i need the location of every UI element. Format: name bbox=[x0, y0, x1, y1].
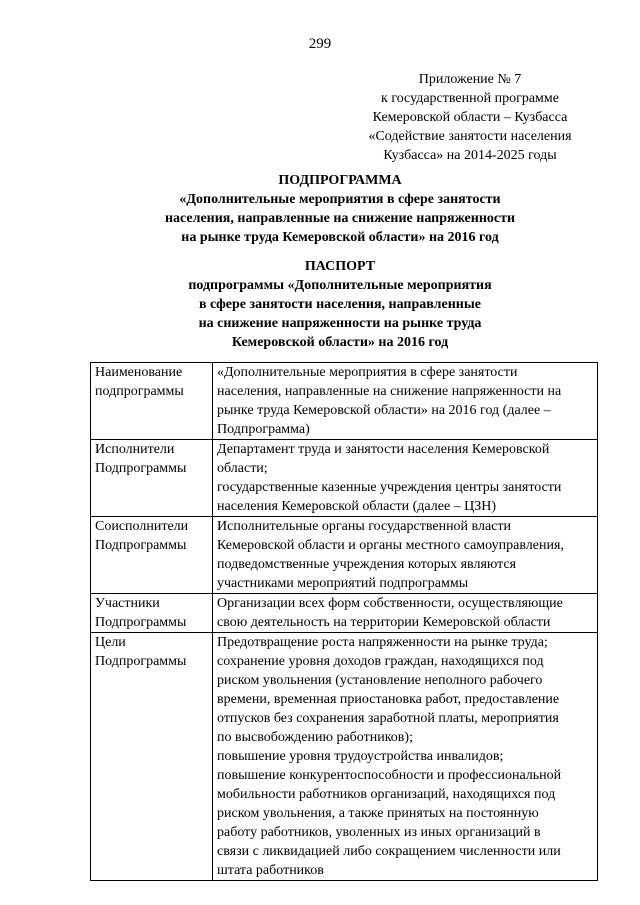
passport-heading bbox=[0, 257, 640, 352]
row-label-cell bbox=[91, 633, 213, 881]
row-label-line: подпрограммы bbox=[95, 384, 184, 399]
row-value-cell bbox=[213, 440, 598, 517]
row-value-line: Исполнительные органы государственной власти bbox=[217, 519, 511, 534]
subprogram-title: ПОДПРОГРАММА bbox=[278, 173, 402, 188]
row-value-line: государственные казенные учреждения центры занятости bbox=[217, 480, 562, 495]
row-value-line: сохранение уровня доходов граждан, находящихся под bbox=[217, 654, 544, 669]
row-value-line: Подпрограмма) bbox=[217, 422, 310, 437]
table-row bbox=[91, 594, 598, 633]
subprogram-name-line: «Дополнительные мероприятия в сфере занятости bbox=[179, 192, 501, 207]
appendix-line: Кузбасса» на 2014-2025 годы bbox=[383, 148, 557, 163]
row-value-line: связи с ликвидацией либо сокращением численности или bbox=[217, 844, 561, 859]
passport-subtitle-line: подпрограммы «Дополнительные мероприятия bbox=[188, 278, 492, 293]
subprogram-name-line: населения, направленные на снижение напряженности bbox=[164, 211, 516, 226]
passport-subtitle-line: Кемеровской области» на 2016 год bbox=[231, 335, 449, 350]
passport-table bbox=[90, 362, 598, 881]
row-value-cell bbox=[213, 594, 598, 633]
subprogram-heading bbox=[0, 171, 640, 247]
row-value-line: населения, направленные на снижение напряженности на bbox=[217, 384, 562, 399]
row-value-line: Предотвращение роста напряженности на рынке труда; bbox=[217, 635, 548, 650]
appendix-note bbox=[355, 70, 585, 165]
row-label-line: Подпрограммы bbox=[95, 461, 187, 476]
row-value-line: Кемеровской области и органы местного самоуправления, bbox=[217, 538, 564, 553]
row-value-cell bbox=[213, 363, 598, 440]
row-label-cell bbox=[91, 363, 213, 440]
row-label-cell bbox=[91, 440, 213, 517]
appendix-line: к государственной программе bbox=[381, 91, 559, 106]
row-value-line: области; bbox=[217, 461, 268, 476]
row-value-line: Департамент труда и занятости населения Кемеровской bbox=[217, 442, 550, 457]
row-value-line: риском увольнения, а также принятых на постоянную bbox=[217, 806, 539, 821]
row-label-line: Наименование bbox=[95, 365, 183, 380]
passport-subtitle-line: на снижение напряженности на рынке труда bbox=[198, 316, 482, 331]
row-value-line: времени, временная приостановка работ, предоставление bbox=[217, 692, 560, 707]
row-label-line: Соисполнители bbox=[95, 519, 189, 534]
row-value-line: участниками мероприятий подпрограммы bbox=[217, 576, 469, 591]
table-row bbox=[91, 517, 598, 594]
row-value-line: отпусков без сохранения заработной платы, мероприятия bbox=[217, 711, 559, 726]
passport-subtitle-line: в сфере занятости населения, направленные bbox=[198, 297, 481, 312]
row-label-line: Подпрограммы bbox=[95, 615, 187, 630]
row-label-line: Участники bbox=[95, 596, 160, 611]
row-value-line: подведомственные учреждения которых являются bbox=[217, 557, 517, 572]
row-label-line: Подпрограммы bbox=[95, 538, 187, 553]
row-value-line: работу работников, уволенных из иных организаций в bbox=[217, 825, 541, 840]
passport-title: ПАСПОРТ bbox=[304, 259, 376, 274]
subprogram-name-line: на рынке труда Кемеровской области» на 2016 год bbox=[181, 230, 499, 245]
row-label-line: Цели bbox=[95, 635, 126, 650]
appendix-line: «Содействие занятости населения bbox=[368, 129, 572, 144]
row-value-line: «Дополнительные мероприятия в сфере занятости bbox=[217, 365, 518, 380]
row-value-line: мобильности работников организаций, находящихся под bbox=[217, 787, 556, 802]
row-value-cell bbox=[213, 517, 598, 594]
row-value-line: свою деятельность на территории Кемеровской области bbox=[217, 615, 551, 630]
row-value-line: населения Кемеровской области (далее – ЦЗН) bbox=[217, 499, 497, 514]
table-row bbox=[91, 633, 598, 881]
row-label-cell bbox=[91, 517, 213, 594]
appendix-line: Приложение № 7 bbox=[418, 72, 522, 87]
row-label-line: Исполнители bbox=[95, 442, 175, 457]
row-value-line: рынке труда Кемеровской области» на 2016 год (далее – bbox=[217, 403, 551, 418]
row-value-line: повышение конкурентоспособности и профессиональной bbox=[217, 768, 562, 783]
row-value-line: повышение уровня трудоустройства инвалидов; bbox=[217, 749, 504, 764]
table-row bbox=[91, 440, 598, 517]
row-value-line: риском увольнения (установление неполного рабочего bbox=[217, 673, 543, 688]
row-value-line: Организации всех форм собственности, осуществляющие bbox=[217, 596, 563, 611]
row-value-line: по высвобождению работников); bbox=[217, 730, 413, 745]
row-label-line: Подпрограммы bbox=[95, 654, 187, 669]
row-label-cell bbox=[91, 594, 213, 633]
row-value-cell bbox=[213, 633, 598, 881]
row-value-line: штата работников bbox=[217, 863, 324, 878]
page-number: 299 bbox=[308, 36, 332, 52]
table-row bbox=[91, 363, 598, 440]
appendix-line: Кемеровской области – Кузбасса bbox=[372, 110, 568, 125]
